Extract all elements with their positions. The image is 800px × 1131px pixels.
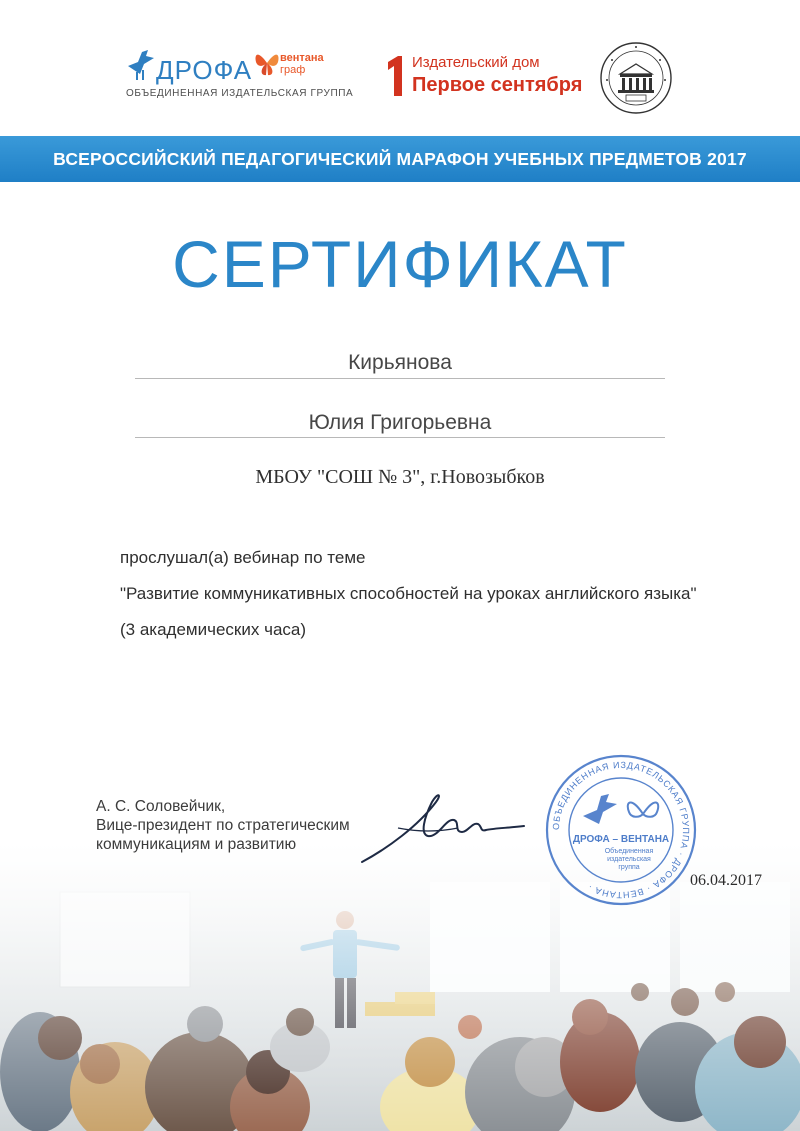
- recipient-surname: Кирьянова: [348, 351, 452, 374]
- drofa-ventana-logo: [126, 46, 356, 106]
- given-names-underline: [135, 437, 665, 438]
- signer-role-line2: коммуникациям и развитию: [96, 836, 297, 853]
- recipient-given-names: Юлия Григорьевна: [308, 411, 492, 434]
- stamp-ring-text: ОБЪЕДИНЕННАЯ ИЗДАТЕЛЬСКАЯ ГРУППА · ДРОФА · ВЕНТАНА ·: [550, 759, 692, 901]
- webinar-hours: (3 академических часа): [120, 620, 307, 639]
- signer-role-line1: Вице-президент по стратегическим: [96, 817, 350, 834]
- webinar-topic: "Развитие коммуникативных способностей на уроках английского языка": [120, 584, 697, 603]
- stamp-center-title: ДРОФА – ВЕНТАНА: [572, 834, 670, 845]
- issue-date: 06.04.2017: [690, 872, 762, 889]
- group-caption: ОБЪЕДИНЕННАЯ ИЗДАТЕЛЬСКАЯ ГРУППА: [126, 88, 354, 99]
- stamp-center-sub2: издательская: [607, 856, 651, 863]
- pervoe-sentyabrya-logo: [382, 52, 592, 102]
- publisher-name: Первое сентября: [412, 74, 583, 96]
- stamp-center-sub1: Объединенная: [604, 848, 654, 855]
- ventana-subtitle: граф: [280, 64, 306, 76]
- surname-underline: [135, 378, 665, 379]
- marathon-banner: [0, 136, 800, 182]
- stamp-bird-icon: [583, 794, 617, 824]
- ventana-name: [280, 52, 324, 76]
- handwritten-signature: [358, 788, 528, 868]
- ventana-butterfly-icon: [254, 48, 280, 78]
- publisher-stamp: [543, 752, 699, 908]
- stamp-butterfly-icon: [628, 802, 658, 816]
- svg-text:ОБЪЕДИНЕННАЯ ИЗДАТЕЛЬСКАЯ ГРУП: [551, 760, 691, 900]
- mpgu-seal-icon: [598, 40, 674, 116]
- recipient-school: МБОУ "СОШ № 3", г.Новозыбков: [255, 466, 545, 488]
- drofa-name: ДРОФА: [156, 55, 253, 85]
- number-one-icon: [382, 54, 406, 98]
- certificate-title: СЕРТИФИКАТ: [172, 227, 628, 301]
- signer-name: А. С. Соловейчик,: [96, 798, 226, 815]
- publisher-house-label: Издательский дом: [412, 54, 540, 71]
- drofa-bird-icon: [126, 48, 156, 82]
- signer-block: [96, 797, 350, 854]
- stamp-center-sub3: группа: [618, 864, 640, 871]
- marathon-banner-text: ВСЕРОССИЙСКИЙ ПЕДАГОГИЧЕСКИЙ МАРАФОН УЧЕБНЫХ ПРЕДМЕТОВ 2017: [53, 148, 747, 169]
- ventana-title: вентана: [280, 52, 324, 64]
- webinar-intro: прослушал(а) вебинар по теме: [120, 548, 366, 567]
